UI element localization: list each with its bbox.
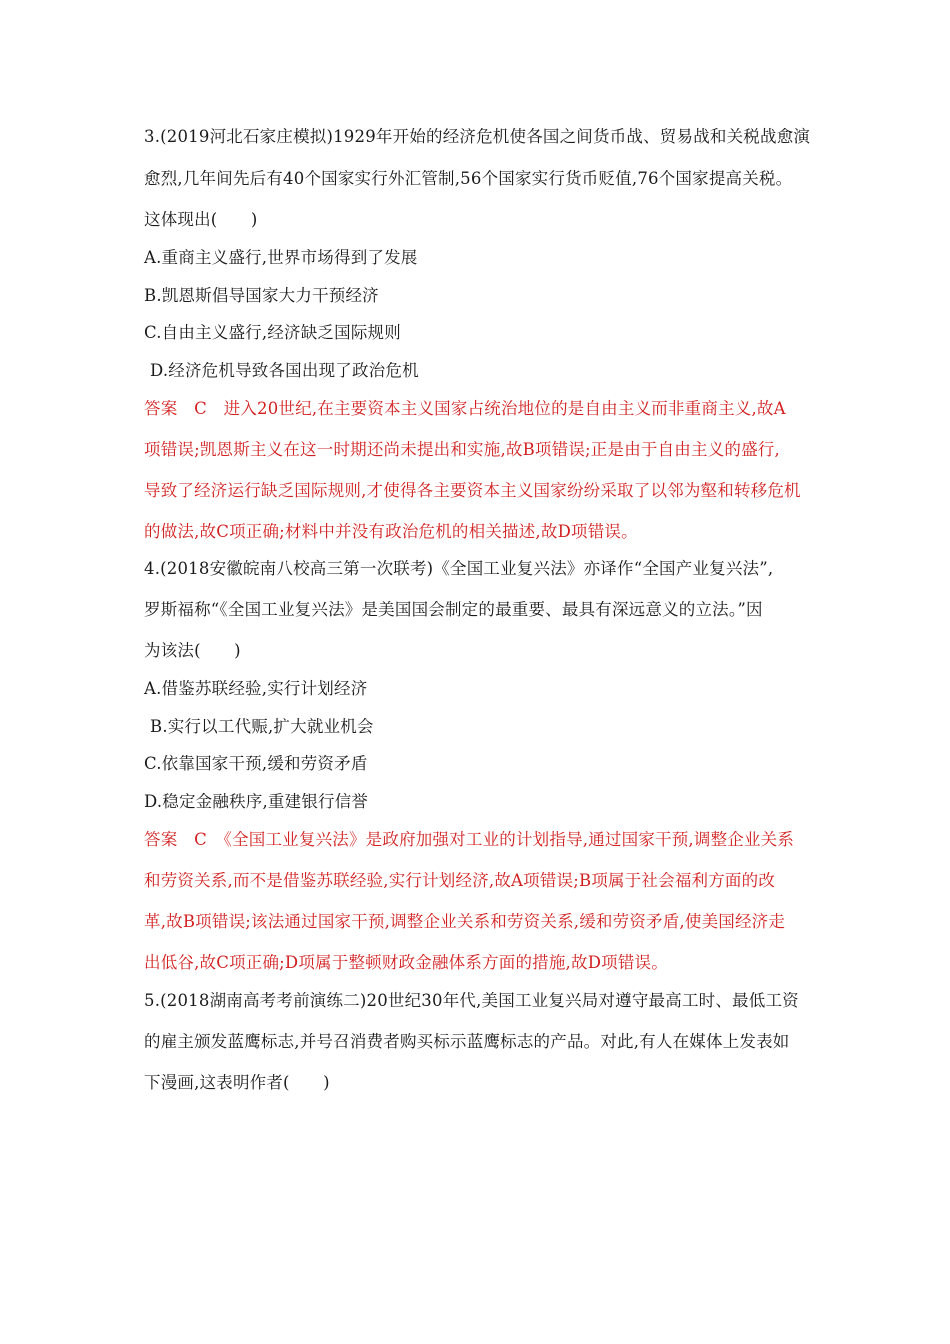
q3-answer-line-4: 的做法,故C项正确;材料中并没有政治危机的相关描述,故D项错误。: [144, 522, 638, 541]
q4-answer-line-1: 答案 C 《全国工业复兴法》是政府加强对工业的计划指导,通过国家干预,调整企业关系: [144, 830, 795, 849]
q3-answer-line-1: 答案 C 进入20世纪,在主要资本主义国家占统治地位的是自由主义而非重商主义,故A: [144, 399, 786, 418]
q4-answer-line-4: 出低谷,故C项正确;D项属于整顿财政金融体系方面的措施,故D项错误。: [144, 953, 668, 972]
q4-stem-line-3: 为该法( ): [144, 641, 241, 660]
q3-stem-line-2: 愈烈,几年间先后有40个国家实行外汇管制,56个国家实行货币贬值,76个国家提高关税。: [144, 169, 793, 188]
q3-answer-line-2: 项错误;凯恩斯主义在这一时期还尚未提出和实施,故B项错误;正是由于自由主义的盛行,: [144, 440, 780, 459]
q4-stem-line-1: 4.(2018安徽皖南八校高三第一次联考)《全国工业复兴法》亦译作“全国产业复兴法”,: [144, 559, 774, 578]
q4-option-d: D.稳定金融秩序,重建银行信誉: [144, 792, 369, 811]
q4-answer-line-3: 革,故B项错误;该法通过国家干预,调整企业关系和劳资关系,缓和劳资矛盾,使美国经济走: [144, 912, 786, 931]
q5-stem-line-2: 的雇主颁发蓝鹰标志,并号召消费者购买标示蓝鹰标志的产品。对此,有人在媒体上发表如: [144, 1032, 790, 1051]
q5-stem-line-3: 下漫画,这表明作者( ): [144, 1073, 330, 1092]
q3-stem-line-1: 3.(2019河北石家庄模拟)1929年开始的经济危机使各国之间货币战、贸易战和关税战愈演: [144, 127, 811, 146]
q3-stem-line-3: 这体现出( ): [144, 210, 258, 229]
q4-option-a: A.借鉴苏联经验,实行计划经济: [144, 679, 368, 698]
q4-stem-line-2: 罗斯福称“《全国工业复兴法》是美国国会制定的最重要、最具有深远意义的立法。”因: [144, 600, 763, 619]
q3-answer-line-3: 导致了经济运行缺乏国际规则,才使得各主要资本主义国家纷纷采取了以邻为壑和转移危机: [144, 481, 801, 500]
q4-option-b: B.实行以工代赈,扩大就业机会: [150, 717, 374, 736]
q4-answer-line-2: 和劳资关系,而不是借鉴苏联经验,实行计划经济,故A项错误;B项属于社会福利方面的改: [144, 871, 776, 890]
q4-option-c: C.依靠国家干预,缓和劳资矛盾: [144, 754, 368, 773]
q3-option-d: D.经济危机导致各国出现了政治危机: [150, 361, 419, 380]
q3-option-b: B.凯恩斯倡导国家大力干预经济: [144, 286, 379, 305]
q5-stem-line-1: 5.(2018湖南高考考前演练二)20世纪30年代,美国工业复兴局对遵守最高工时、最低工资: [144, 991, 799, 1010]
q3-option-c: C.自由主义盛行,经济缺乏国际规则: [144, 323, 401, 342]
q3-option-a: A.重商主义盛行,世界市场得到了发展: [144, 248, 418, 267]
